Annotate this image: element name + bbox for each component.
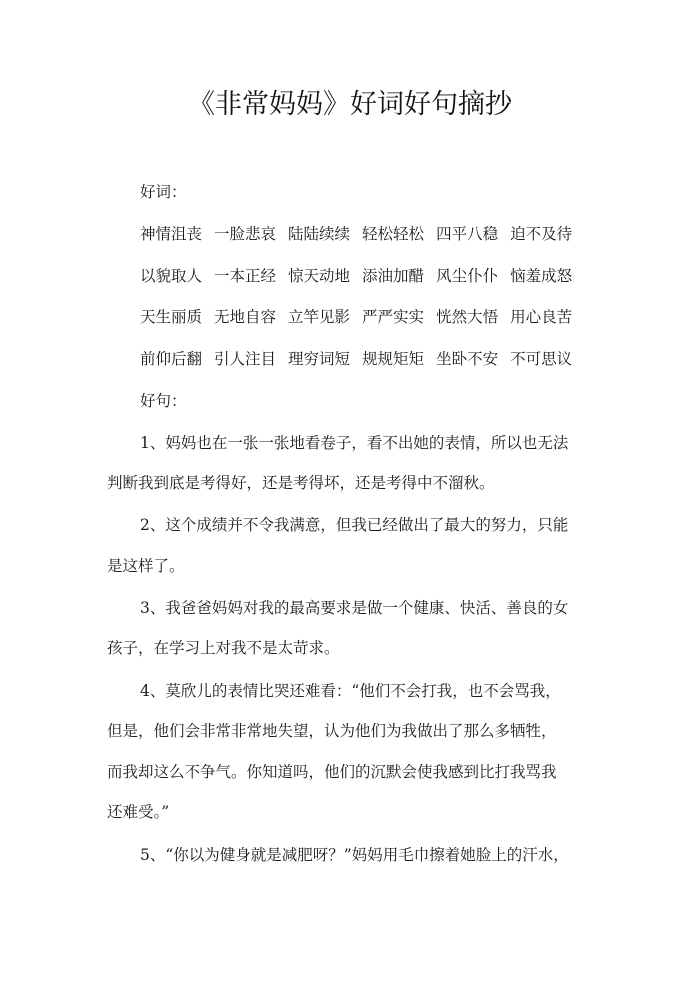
word-item: 一本正经 [214, 267, 277, 285]
word-item: 恼羞成怒 [510, 267, 573, 285]
good-words-row [140, 306, 572, 328]
sentence-line: 而我却这么不争气。你知道吗，他们的沉默会使我感到比打我骂我 [107, 763, 557, 781]
word-item: 无地自容 [214, 308, 277, 326]
page-title: 《非常妈妈》好词好句摘抄 [188, 89, 512, 120]
word-item: 四平八稳 [436, 225, 499, 243]
word-item: 严严实实 [362, 308, 425, 326]
sentence-line: 还难受。” [107, 803, 170, 821]
word-item: 一脸悲哀 [214, 225, 277, 243]
word-item: 规规矩矩 [362, 350, 425, 368]
word-item: 以貌取人 [140, 267, 203, 285]
good-sentences-heading: 好句： [140, 392, 187, 410]
good-words-row [140, 265, 572, 287]
sentence-line: 但是，他们会非常非常地失望，认为他们为我做出了那么多牺牲， [107, 722, 557, 740]
word-item: 不可思议 [510, 350, 573, 368]
word-item: 用心良苦 [510, 308, 573, 326]
good-words-row [140, 348, 572, 370]
sentence-line: 4、莫欣儿的表情比哭还难看：“他们不会打我，也不会骂我， [140, 682, 561, 700]
word-item: 轻松轻松 [362, 225, 425, 243]
word-item: 理穷词短 [288, 350, 351, 368]
word-item: 风尘仆仆 [436, 267, 499, 285]
word-item: 惊天动地 [288, 267, 351, 285]
word-item: 立竿见影 [288, 308, 351, 326]
sentence-line: 孩子，在学习上对我不是太苛求。 [107, 639, 340, 657]
word-item: 恍然大悟 [436, 308, 499, 326]
good-words-heading: 好词： [140, 183, 187, 201]
sentence-line: 5、“你以为健身就是减肥呀？”妈妈用毛巾擦着她脸上的汗水， [140, 846, 569, 864]
good-words-row [140, 223, 572, 245]
sentence-line: 1、妈妈也在一张一张地看卷子，看不出她的表情，所以也无法 [140, 434, 569, 452]
word-item: 天生丽质 [140, 308, 203, 326]
word-item: 神情沮丧 [140, 225, 203, 243]
sentence-line: 2、这个成绩并不令我满意，但我已经做出了最大的努力，只能 [140, 516, 569, 534]
word-item: 添油加醋 [362, 267, 425, 285]
word-item: 前仰后翻 [140, 350, 203, 368]
sentence-line: 判断我到底是考得好，还是考得坏，还是考得中不溜秋。 [107, 474, 495, 492]
word-item: 坐卧不安 [436, 350, 499, 368]
sentence-line: 3、我爸爸妈妈对我的最高要求是做一个健康、快活、善良的女 [140, 599, 569, 617]
word-item: 迫不及待 [510, 225, 573, 243]
word-item: 引人注目 [214, 350, 277, 368]
word-item: 陆陆续续 [288, 225, 351, 243]
sentence-line: 是这样了。 [107, 557, 185, 575]
